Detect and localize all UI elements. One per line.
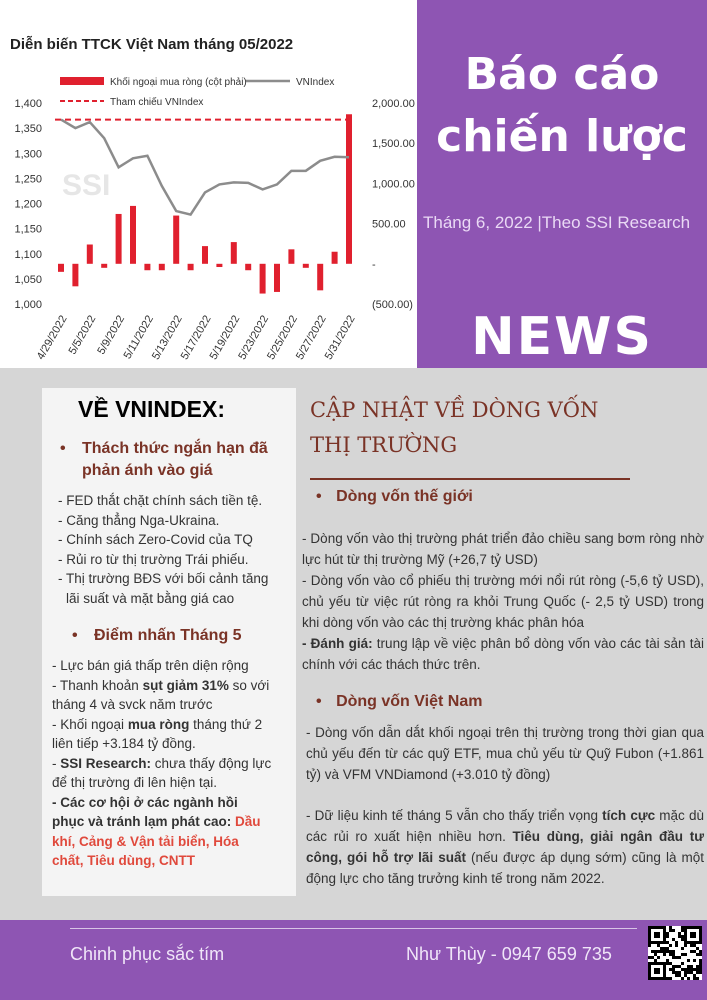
challenges-list	[58, 491, 268, 608]
may-highlights-list	[52, 656, 271, 871]
footer-slogan: Chinh phục sắc tím	[70, 944, 225, 964]
section-challenges	[60, 438, 280, 482]
list-item: phục và tránh lạm phát cao: Dầu	[52, 814, 261, 829]
global-flows-text	[302, 528, 704, 675]
left-tick-label: 1,100	[14, 248, 42, 261]
list-item: - FED thắt chặt chính sách tiền tệ.	[58, 493, 263, 508]
bar-foreign-net-buy	[188, 264, 194, 270]
paragraph: - Đánh giá: trung lập về việc phân bổ dòng vốn vào các tài sản tài chính với các thách thức trên.	[302, 636, 704, 672]
list-item: chất, Tiêu dùng, CNTT	[52, 853, 195, 868]
footer-contact: Như Thùy - 0947 659 735	[406, 944, 612, 964]
x-tick-label: 4/29/2022	[34, 313, 70, 362]
bar-foreign-net-buy	[216, 264, 222, 267]
bar-foreign-net-buy	[101, 264, 107, 268]
list-item: để thị trường đi lên hiện tại.	[52, 775, 217, 790]
left-tick-label: 1,300	[14, 148, 42, 161]
right-tick-label: 1,000.00	[372, 178, 415, 191]
chart-title: Diễn biến TTCK Việt Nam tháng 05/2022	[10, 36, 294, 53]
left-tick-label: 1,150	[14, 223, 42, 236]
bar-foreign-net-buy	[87, 245, 93, 264]
report-title	[417, 44, 707, 168]
left-tick-label: 1,000	[14, 299, 42, 311]
paragraph: - Dữ liệu kinh tế tháng 5 vẫn cho thấy triển vọng tích cực mặc dù các rủi ro xuất hiện nhiều hơn. Tiêu dùng, giải ngân đầu tư công, gói hỗ trợ lãi suất (nếu được áp dụng sớm) cũng là một động lực cho tăng trưởng kinh tế trong năm 2022.	[306, 808, 704, 886]
left-tick-label: 1,200	[14, 198, 42, 211]
list-item: - Rủi ro từ thị trường Trái phiếu.	[58, 551, 249, 567]
right-tick-label: (500.00)	[372, 299, 413, 311]
list-item: - Thị trường BĐS với bối cảnh tăng	[58, 571, 269, 586]
bar-foreign-net-buy	[159, 264, 165, 270]
paragraph: - Dòng vốn vào thị trường phát triển đảo chiều sang bơm ròng nhờ lực hút từ thị trường Mỹ (+26,7 tỷ USD)	[302, 531, 704, 567]
section-may-highlights	[72, 625, 242, 647]
list-item: lãi suất và mặt bằng giá cao	[66, 590, 235, 606]
list-item: - Căng thẳng Nga-Ukraina.	[58, 512, 220, 528]
bar-foreign-net-buy	[303, 264, 309, 268]
bar-foreign-net-buy	[274, 264, 280, 292]
bar-foreign-net-buy	[346, 114, 352, 264]
list-item: - SSI Research: chưa thấy động lực	[52, 755, 272, 771]
chart-panel	[0, 0, 417, 368]
x-tick-label: 5/23/2022	[236, 313, 272, 362]
bar-foreign-net-buy	[245, 264, 251, 270]
vnindex-card	[42, 388, 296, 896]
x-tick-label: 5/17/2022	[178, 313, 214, 362]
list-item: liên tiếp +3.184 tỷ đồng.	[52, 736, 196, 751]
left-tick-label: 1,050	[14, 273, 42, 286]
paragraph: - Dòng vốn vào cổ phiếu thị trường mới nổi rút ròng (-5,6 tỷ USD), chủ yếu từ việc rút ròng ra khỏi Trung Quốc (- 2,5 tỷ USD) trong khi dòng vốn vào các thị trường khác phân hóa	[302, 573, 704, 630]
report-title-line1: Báo cáo	[464, 49, 660, 100]
bar-foreign-net-buy	[173, 216, 179, 264]
legend-label: VNIndex	[296, 77, 335, 88]
bar-foreign-net-buy	[58, 264, 64, 272]
x-tick-label: 5/11/2022	[121, 313, 156, 362]
legend-label: Tham chiếu VNIndex	[110, 97, 204, 108]
chart-watermark: SSI	[62, 169, 111, 202]
list-item: khí, Cảng & Vận tải biển, Hóa	[52, 833, 239, 849]
list-item: - Lực bán giá thấp trên diện rộng	[52, 658, 249, 673]
report-subtitle: Tháng 6, 2022 |Theo SSI Research	[423, 213, 691, 232]
x-tick-label: 5/5/2022	[66, 313, 99, 357]
vietnam-flows-text	[306, 722, 704, 889]
bar-foreign-net-buy	[116, 214, 122, 264]
capital-flow-heading: CẬP NHẬT VỀ DÒNG VỐN THỊ TRƯỜNG	[310, 398, 599, 457]
list-item: tháng 4 và svck năm trước	[52, 697, 213, 712]
x-tick-label: 5/27/2022	[293, 313, 329, 362]
section-vietnam-flows: • Dòng vốn Việt Nam	[316, 693, 483, 710]
list-item: - Chính sách Zero-Covid của TQ	[58, 532, 253, 547]
right-tick-label: 500.00	[372, 218, 406, 231]
hero-panel	[417, 0, 707, 368]
right-tick-label: 1,500.00	[372, 138, 415, 151]
bar-foreign-net-buy	[231, 242, 237, 264]
x-tick-label: 5/13/2022	[149, 313, 185, 362]
bullet-icon: •	[72, 627, 78, 644]
vnindex-chart	[0, 0, 417, 368]
bullet-icon: •	[316, 488, 322, 505]
paragraph: - Dòng vốn dẫn dắt khối ngoại trên thị trường trong thời gian qua chủ yếu đến từ các quỹ ETF, mua chủ yếu từ Quỹ Fubon (+1.861 tỷ) và VFM VNDiamond (+3.010 tỷ đồng)	[306, 725, 704, 782]
divider	[310, 478, 630, 480]
left-tick-label: 1,350	[14, 123, 42, 136]
section-may-highlights-title: Điểm nhấn Tháng 5	[94, 627, 242, 644]
section-challenges-title: Thách thức ngắn hạn đã phản ánh vào giá	[82, 440, 268, 479]
right-tick-label: 2,000.00	[372, 98, 415, 110]
qr-code-icon[interactable]	[648, 926, 702, 980]
bar-foreign-net-buy	[332, 252, 338, 264]
bar-foreign-net-buy	[72, 264, 78, 287]
footer-divider	[70, 928, 637, 929]
x-tick-label: 5/9/2022	[95, 313, 128, 357]
left-tick-label: 1,400	[14, 98, 42, 110]
x-tick-label: 5/25/2022	[265, 313, 300, 362]
bar-foreign-net-buy	[144, 264, 150, 270]
left-tick-label: 1,250	[14, 173, 42, 186]
x-tick-label: 5/19/2022	[207, 313, 243, 362]
legend-label: Khối ngoại mua ròng (cột phải)	[110, 77, 247, 88]
list-item: - Khối ngoại mua ròng tháng thứ 2	[52, 716, 263, 732]
bar-foreign-net-buy	[288, 249, 294, 263]
news-label: NEWS	[471, 307, 653, 367]
list-item: - Các cơ hội ở các ngành hồi	[52, 794, 238, 810]
right-tick-label: -	[372, 258, 376, 271]
legend-bar-swatch	[60, 77, 104, 85]
section-global-flows: • Dòng vốn thế giới	[316, 488, 473, 505]
list-item: - Thanh khoản sụt giảm 31% so với	[52, 677, 270, 693]
vnindex-heading: VỀ VNINDEX:	[78, 396, 225, 422]
report-title-line2: chiến lược	[436, 111, 688, 162]
bar-foreign-net-buy	[202, 246, 208, 264]
bar-foreign-net-buy	[317, 264, 323, 291]
bullet-icon: •	[316, 693, 322, 710]
bar-foreign-net-buy	[130, 206, 136, 264]
bullet-icon: •	[60, 440, 66, 457]
x-tick-label: 5/31/2022	[322, 313, 358, 362]
bar-foreign-net-buy	[260, 264, 266, 294]
